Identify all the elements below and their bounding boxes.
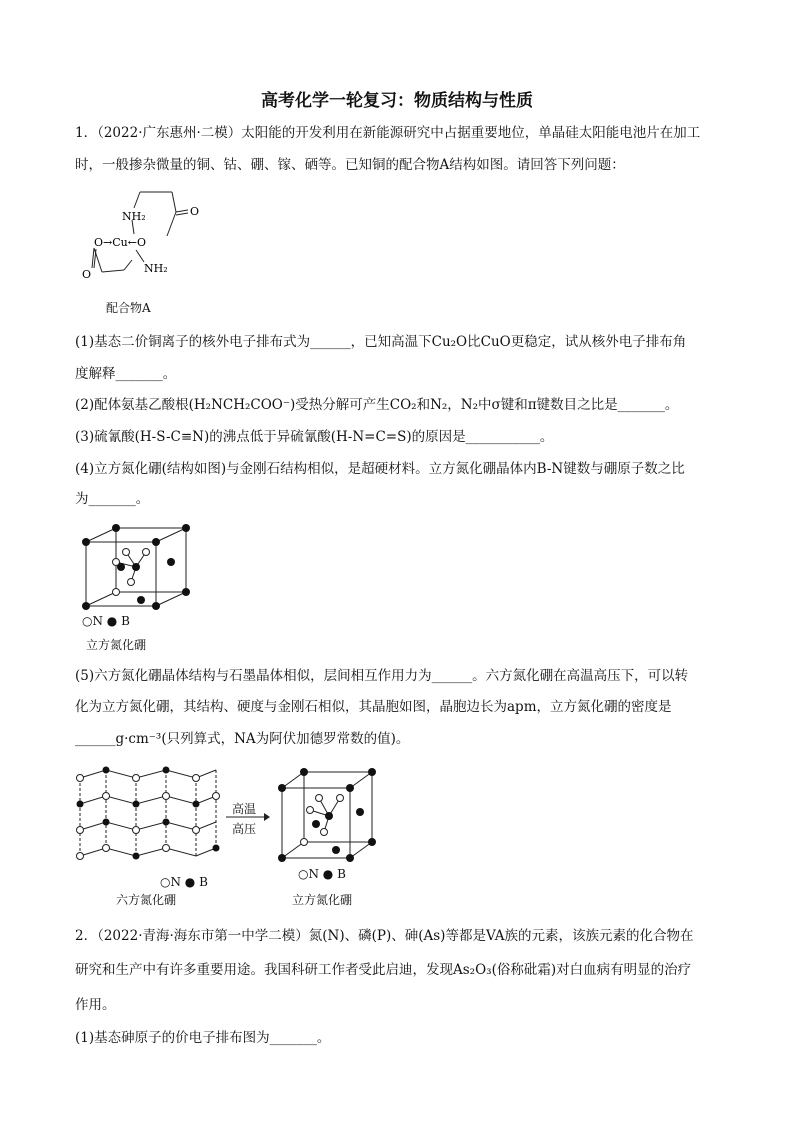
q1-part1-line2: 度解释_______。: [75, 366, 177, 382]
q1-part5-line2: 化为立方氮化硼，其结构、硬度与金刚石相似，其晶胞如图，晶胞边长为apm，立方氮化硼的密度是: [75, 699, 672, 715]
q2-part1: (1)基态砷原子的价电子排布图为_______。: [75, 1030, 331, 1046]
hexagonal-bn-figure: [76, 766, 222, 876]
complex-a-figure: [72, 186, 212, 296]
q2-stem-line2: 研究和生产中有许多重要用途。我国科研工作者受此启迪，发现As₂O₃(俗称砒霜)对白血病有明显的治疗: [75, 962, 692, 978]
page-title: 高考化学一轮复习：物质结构与性质: [261, 91, 533, 111]
complex-a-caption: 配合物A: [106, 301, 151, 315]
cubic-bn-figure-2: [274, 768, 380, 866]
hexagonal-bn-legend: ○N ● B: [160, 875, 208, 889]
q1-stem-line1: 1．（2022·广东惠州·二模）太阳能的开发利用在新能源研究中占据重要地位，单晶硅太阳能电池片在加工: [75, 125, 701, 141]
q1-stem-line2: 时，一般掺杂微量的铜、钴、硼、镓、硒等。已知铜的配合物A结构如图。请回答下列问题：: [75, 157, 625, 173]
cu-row-label: O→Cu←O: [94, 236, 146, 249]
q1-part4-line2: 为_______。: [75, 491, 150, 507]
o-left-label: O: [82, 268, 92, 281]
q1-part1-line1: (1)基态二价铜离子的核外电子排布式为______，已知高温下Cu₂O比CuO更稳定，试从核外电子排布角: [75, 334, 687, 350]
q1-part4-line1: (4)立方氮化硼(结构如图)与金刚石结构相似，是超硬材料。立方氮化硼晶体内B-N键数与硼原子数之比: [75, 461, 685, 477]
nh2-top-label: NH₂: [122, 210, 146, 223]
q1-part2: (2)配体氨基乙酸根(H₂NCH₂COO⁻)受热分解可产生CO₂和N₂，N₂中σ键和π键数目之比是_______。: [75, 397, 679, 413]
cubic-bn-caption-2: 立方氮化硼: [292, 893, 353, 907]
cubic-bn-caption: 立方氮化硼: [86, 638, 147, 652]
q1-part3: (3)硫氰酸(H-S-C≡N)的沸点低于异硫氰酸(H-N=C=S)的原因是___________。: [75, 429, 554, 445]
o-right-label: O: [190, 205, 200, 218]
cubic-bn-legend: ○N ● B: [82, 614, 130, 628]
nh2-bottom-label: NH₂: [144, 262, 168, 275]
q2-stem-line3: 作用。: [75, 997, 116, 1013]
arrow-label-high-pressure: 高压: [232, 822, 257, 836]
cubic-bn-legend-2: ○N ● B: [298, 867, 346, 881]
arrow-label-high-temp: 高温: [232, 802, 257, 816]
q2-stem-line1: 2．（2022·青海·海东市第一中学二模）氮(N)、磷(P)、砷(As)等都是VA族的元素，该族元素的化合物在: [75, 928, 694, 944]
hexagonal-bn-caption: 六方氮化硼: [116, 893, 177, 907]
cubic-bn-figure: [76, 522, 196, 614]
q1-part5-line3: ______g·cm⁻³(只列算式，NA为阿伏加德罗常数的值)。: [75, 731, 410, 747]
q1-part5-line1: (5)六方氮化硼晶体结构与石墨晶体相似，层间相互作用力为______。六方氮化硼在高温高压下，可以转: [75, 668, 689, 684]
